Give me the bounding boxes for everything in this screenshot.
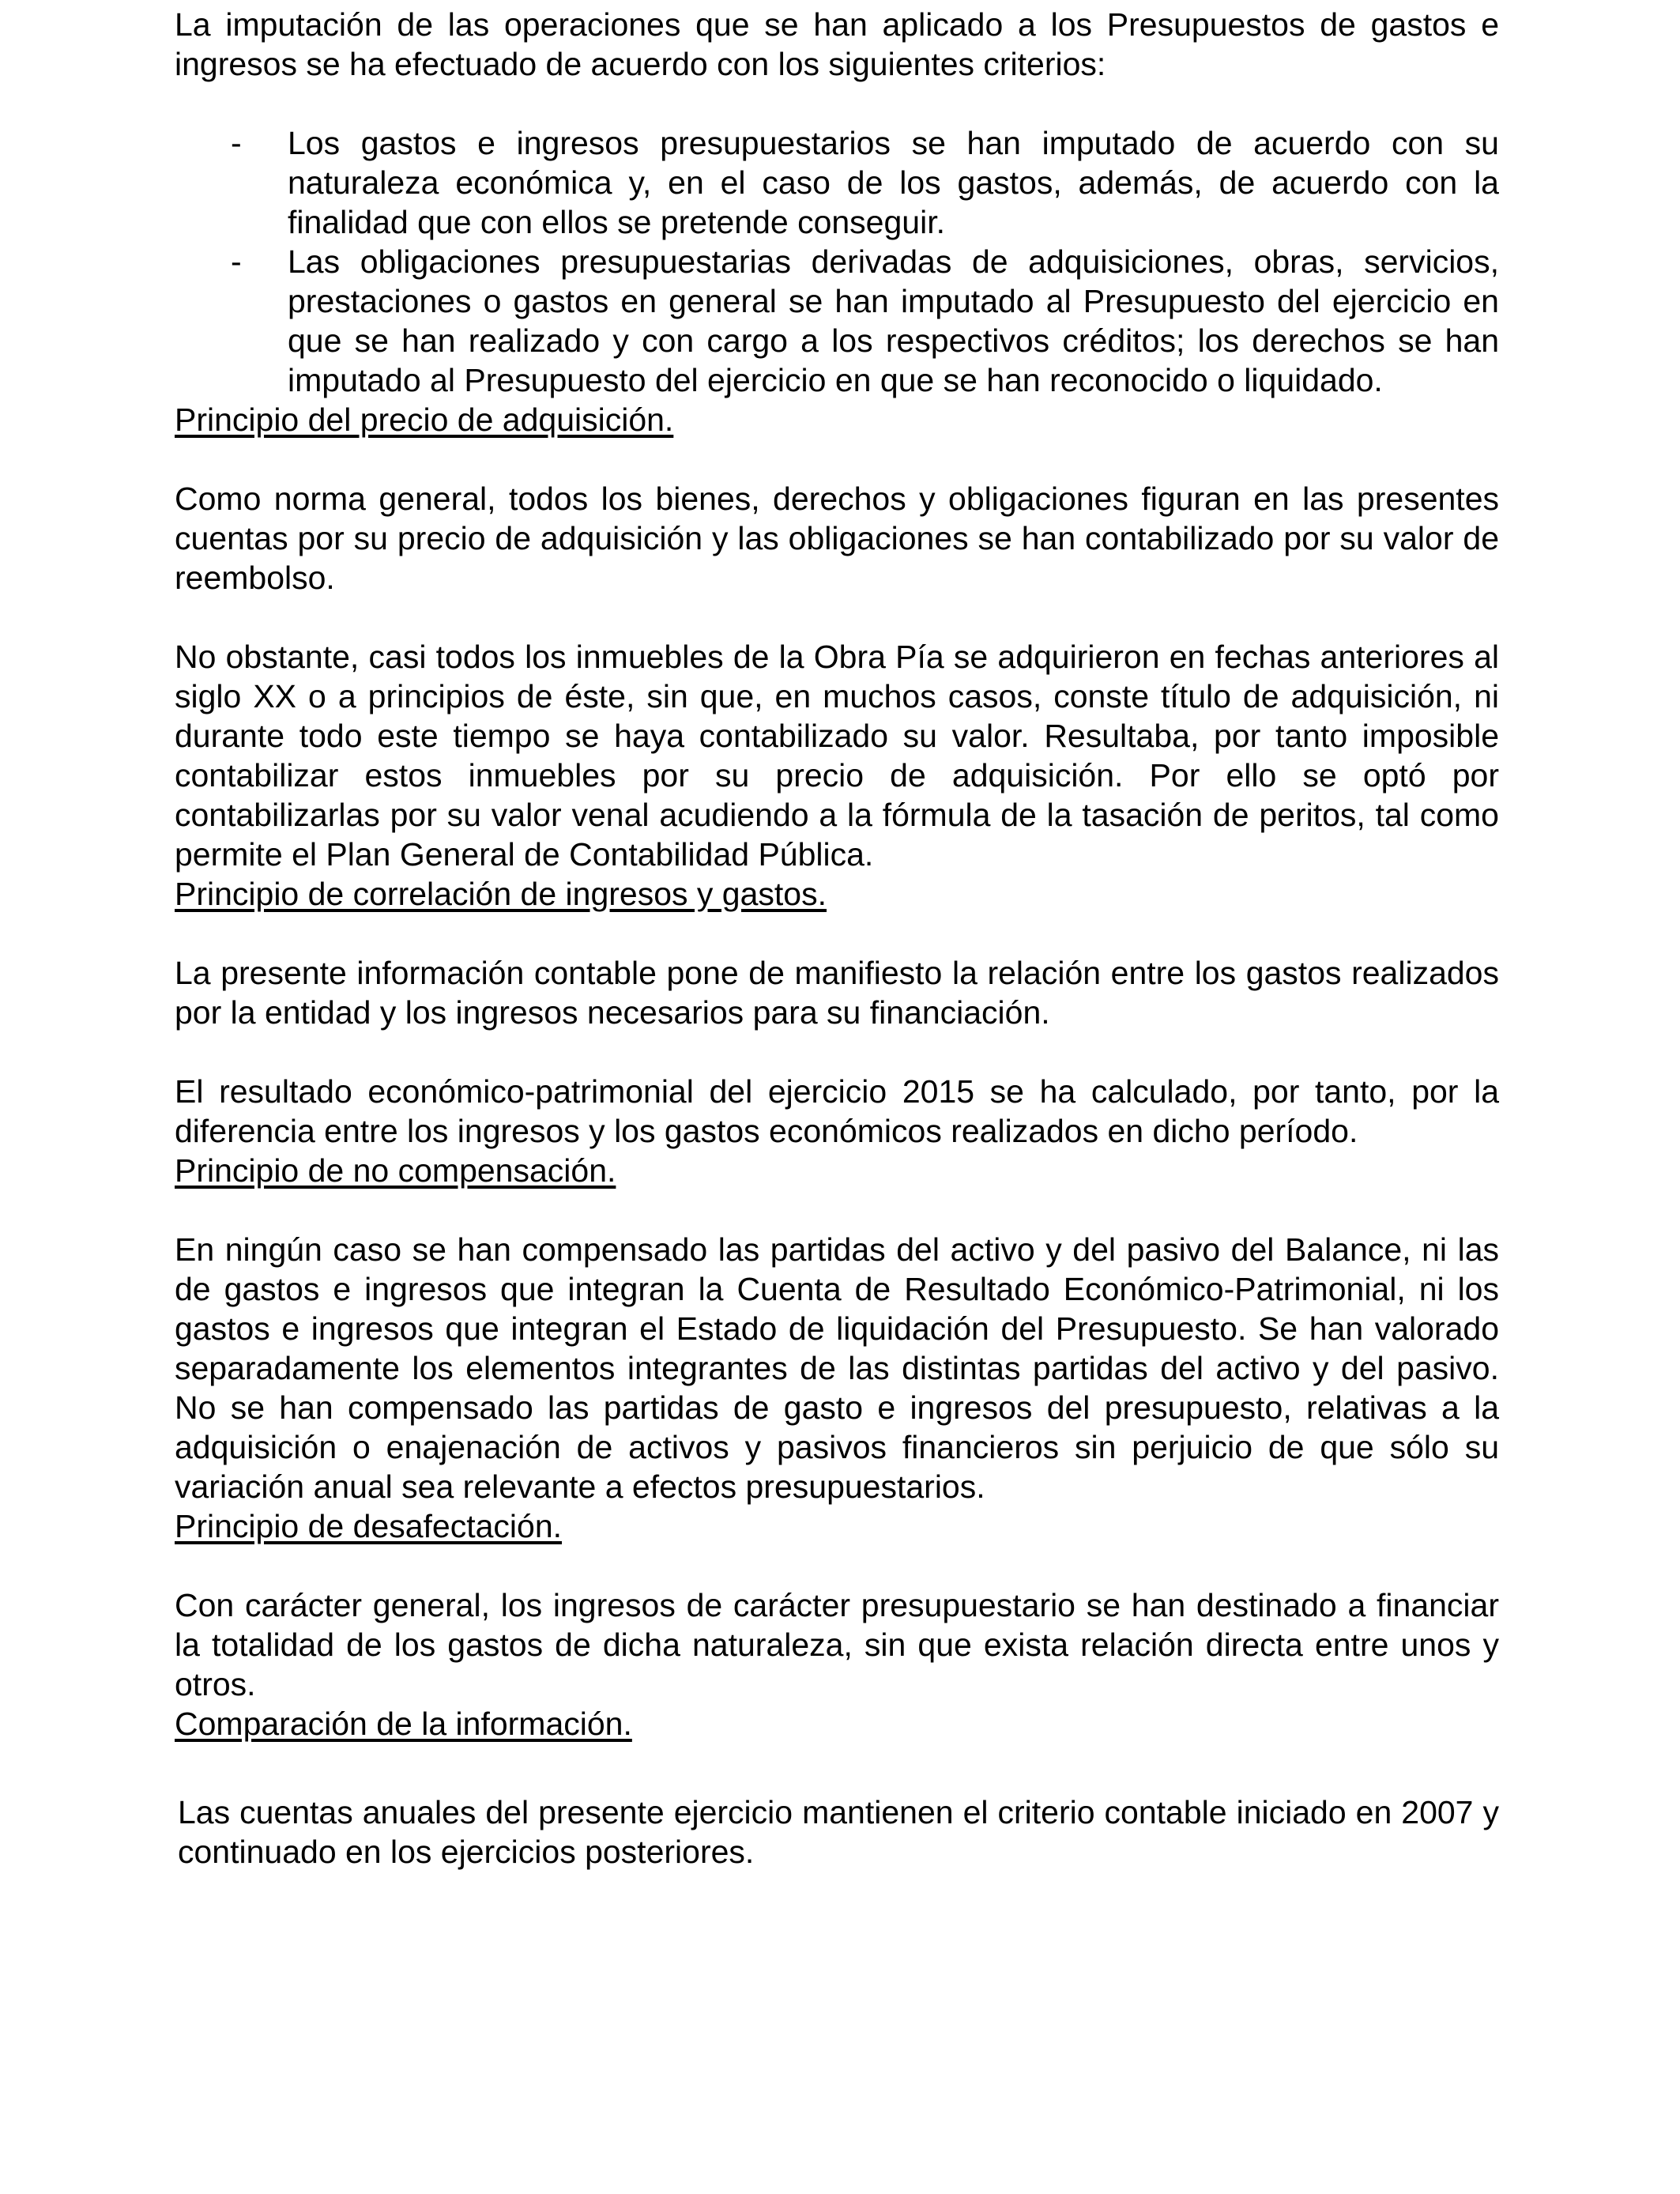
intro-paragraph: La imputación de las operaciones que se han aplicado a los Presupuestos de gastos e ingresos se ha efectuado de acuerdo con los siguientes criterios: — [175, 6, 1499, 82]
section-heading-precio: Principio del precio de adquisición. — [175, 401, 674, 438]
paragraph: Las cuentas anuales del presente ejercicio mantienen el criterio contable iniciado en 2007 y continuado en los ejercicios posteriores. — [178, 1794, 1499, 1870]
list-item — [175, 123, 1499, 242]
paragraph: La presente información contable pone de manifiesto la relación entre los gastos realizados por la entidad y los ingresos necesarios para su financiación. — [175, 955, 1499, 1031]
section-heading-no-compensacion: Principio de no compensación. — [175, 1152, 616, 1189]
paragraph: Con carácter general, los ingresos de carácter presupuestario se han destinado a financiar la totalidad de los gastos de dicha naturaleza, sin que exista relación directa entre unos y otros. — [175, 1587, 1499, 1702]
list-bullet: - — [231, 125, 242, 161]
paragraph: El resultado económico-patrimonial del ejercicio 2015 se ha calculado, por tanto, por la diferencia entre los ingresos y los gastos económicos realizados en dicho período. — [175, 1073, 1499, 1149]
paragraph: Como norma general, todos los bienes, derechos y obligaciones figuran en las presentes cuentas por su precio de adquisición y las obligaciones se han contabilizado por su valor de reembolso. — [175, 481, 1499, 596]
section-heading-desafectacion: Principio de desafectación. — [175, 1508, 563, 1544]
paragraph: No obstante, casi todos los inmuebles de la Obra Pía se adquirieron en fechas anteriores al siglo XX o a principios de éste, sin que, en muchos casos, conste título de adquisición, ni durante todo este tiempo se haya contabilizado su valor. Resultaba, por tanto imposible contabilizar estos inmuebles por su precio de adquisición. Por ello se optó por contabilizarlas por su valor venal acudiendo a la fórmula de la tasación de peritos, tal como permite el Plan General de Contabilidad Pública. — [175, 639, 1499, 873]
criteria-list — [175, 123, 1499, 400]
list-item — [175, 242, 1499, 400]
section-heading-correlacion: Principio de correlación de ingresos y gastos. — [175, 876, 827, 912]
list-item-text: Las obligaciones presupuestarias derivadas de adquisiciones, obras, servicios, prestaciones o gastos en general se han imputado al Presupuesto del ejercicio en que se han realizado y con cargo a los respectivos créditos; los derechos se han imputado al Presupuesto del ejercicio en que se han reconocido o liquidado. — [288, 243, 1499, 398]
list-bullet: - — [231, 243, 242, 280]
document-page — [175, 0, 1499, 1872]
section-heading-comparacion: Comparación de la información. — [175, 1706, 632, 1742]
list-item-text: Los gastos e ingresos presupuestarios se han imputado de acuerdo con su naturaleza económica y, en el caso de los gastos, además, de acuerdo con la finalidad que con ellos se pretende conseguir. — [288, 125, 1499, 240]
paragraph: En ningún caso se han compensado las partidas del activo y del pasivo del Balance, ni las de gastos e ingresos que integran la Cuenta de Resultado Económico-Patrimonial, ni los gastos e ingresos que integran el Estado de liquidación del Presupuesto. Se han valorado separadamente los elementos integrantes de las distintas partidas del activo y del pasivo. No se han compensado las partidas de gasto e ingresos del presupuesto, relativas a la adquisición o enajenación de activos y pasivos financieros sin perjuicio de que sólo su variación anual sea relevante a efectos presupuestarios. — [175, 1231, 1499, 1505]
